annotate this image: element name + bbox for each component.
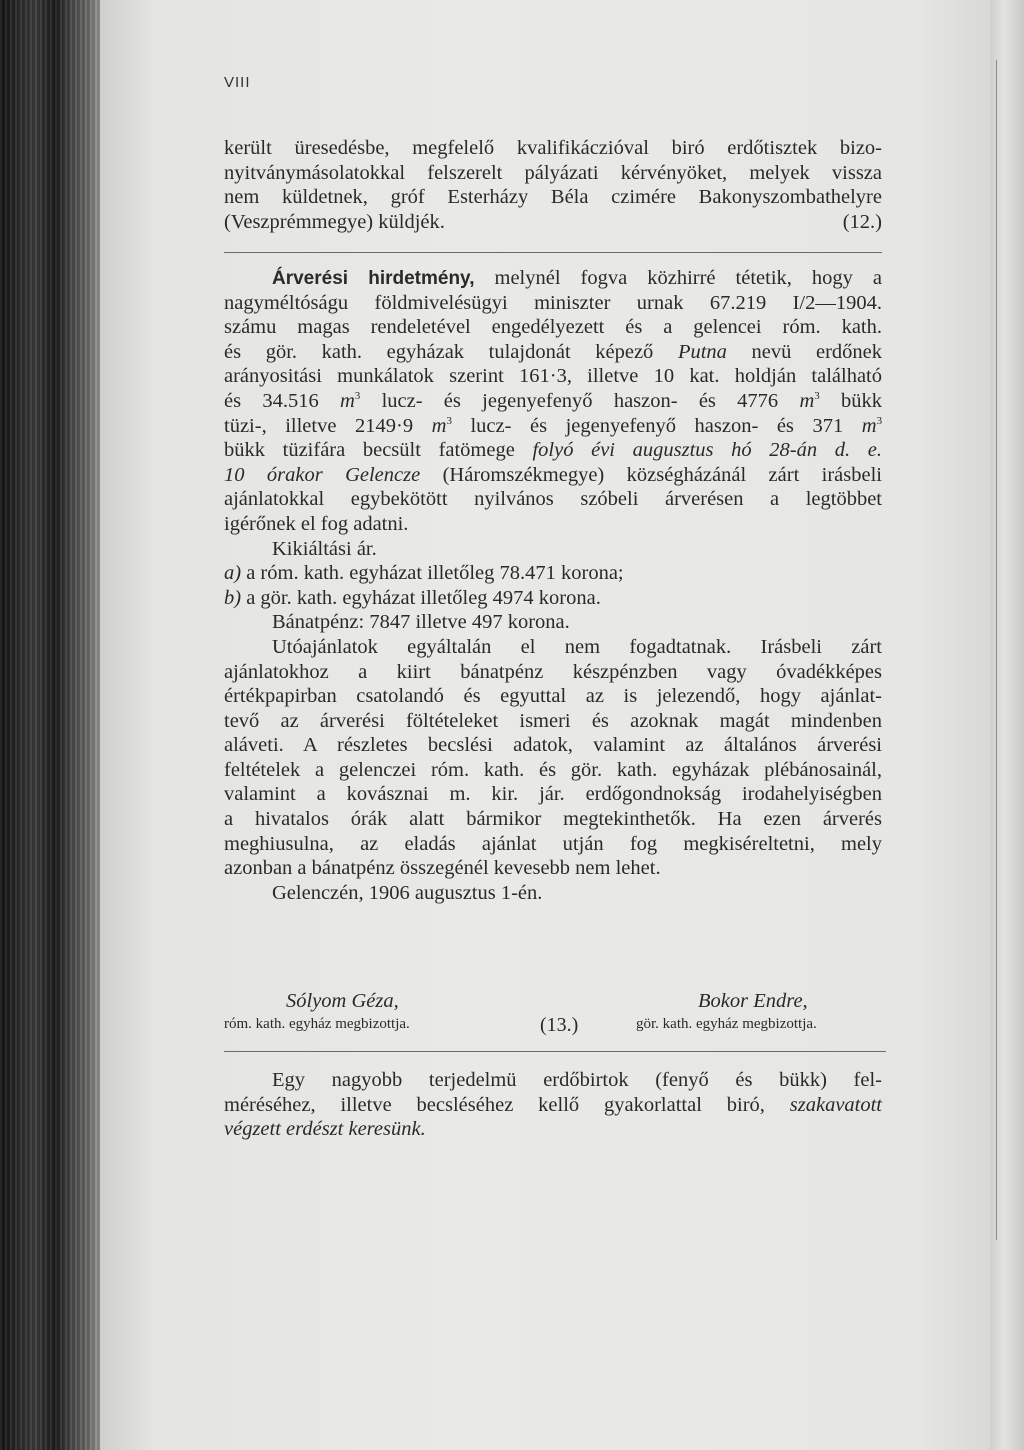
text-line: a hivatalos órák alatt bármikor megtekinthetők. Ha ezen árverés bbox=[224, 808, 882, 831]
signer-1-title: róm. kath. egyház megbizottja. bbox=[224, 1016, 410, 1032]
separator-rule bbox=[224, 1051, 886, 1052]
text-line: aláveti. A részletes becslési adatok, valamint az általános árverési bbox=[224, 734, 882, 757]
signer-1-name: Sólyom Géza, bbox=[286, 990, 399, 1012]
text-line: és 34.516 $m^3$ lucz- és jegenyefenyő haszon- és 4776 $m^3$ bükk bbox=[224, 389, 883, 412]
signer-2-name: Bokor Endre, bbox=[698, 990, 808, 1012]
text-line: bükk tüzifára becsült fatömege folyó évi augusztus hó 28-án d. e. bbox=[224, 439, 882, 462]
text-line: b) a gör. kath. egyházat illetőleg 4974 korona. bbox=[224, 586, 601, 609]
separator-rule bbox=[224, 252, 882, 253]
notice-number: (12.) bbox=[842, 210, 882, 233]
notice-vacancy bbox=[224, 136, 882, 234]
text-line: tevő az árverési föltételeket ismeri és azoknak magát mindenben bbox=[224, 709, 882, 732]
text-line: nyitványmásolatokkal felszerelt pályázati kérvényöket, melyek vissza bbox=[224, 161, 882, 184]
text-line: meghiusulna, az eladás ajánlat utján fog megkiséreltetni, mely bbox=[224, 832, 882, 855]
text-line: nem küldetnek, gróf Esterházy Béla czimére Bakonyszombathelyre bbox=[224, 186, 882, 209]
text-line: tüzi-, illetve 2149·9 $m^3$ lucz- és jegenyefenyő haszon- és 371 $m^3$ bbox=[224, 414, 883, 437]
text-line: került üresedésbe, megfelelő kvalifikáczióval biró erdőtisztek bizo- bbox=[224, 137, 882, 159]
text-line: nagyméltóságu földmivelésügyi miniszter urnak 67.219 I/2—1904. bbox=[224, 291, 882, 314]
auction-heading: Árverési hirdetmény, bbox=[272, 268, 475, 289]
notice-job-offer bbox=[224, 1068, 882, 1142]
text-line: végzett erdészt keresünk. bbox=[224, 1118, 426, 1141]
text-line: arányositási munkálatok szerint 161·3, illetve 10 kat. holdján található bbox=[224, 365, 882, 388]
text-line: ajánlatokkal egybekötött nyilvános szóbeli árverésen a legtöbbet bbox=[224, 488, 882, 511]
text-line: és gör. kath. egyházak tulajdonát képező Putna nevü erdőnek bbox=[224, 340, 883, 363]
text-line: Árverési hirdetmény, melynél fogva közhirré tétetik, hogy a bbox=[272, 267, 882, 289]
notice-number: (13.) bbox=[540, 1014, 579, 1036]
page-number: VIII bbox=[224, 74, 251, 91]
text-line: ajánlatokhoz a kiirt bánatpénz készpénzben vagy óvadékképes bbox=[224, 660, 882, 683]
text-line: Kikiáltási ár. bbox=[272, 537, 377, 560]
book-binding bbox=[0, 0, 100, 1450]
page-right-edge bbox=[990, 0, 1024, 1450]
text-line: Gelenczén, 1906 augusztus 1-én. bbox=[272, 881, 543, 904]
text-line: feltételek a gelenczei róm. kath. és gör. kath. egyházak plébánosainál, bbox=[224, 758, 882, 781]
text-line: azonban a bánatpénz összegénél kevesebb nem lehet. bbox=[224, 857, 661, 880]
notice-auction bbox=[224, 266, 882, 905]
text-line: méréséhez, illetve becsléséhez kellő gyakorlattal biró, szakavatott bbox=[224, 1093, 883, 1116]
text-line: a) a róm. kath. egyházat illetőleg 78.471 korona; bbox=[224, 562, 624, 585]
text-line: (Veszprémmegye) küldjék. (12.) bbox=[224, 210, 882, 233]
text-line: Utóajánlatok egyáltalán el nem fogadtatnak. Irásbeli zárt bbox=[272, 635, 882, 658]
text-line: Bánatpénz: 7847 illetve 497 korona. bbox=[272, 611, 570, 634]
text-line: Egy nagyobb terjedelmü erdőbirtok (fenyő és bükk) fel- bbox=[272, 1069, 882, 1091]
text-line: értékpapirban csatolandó és egyuttal az is jelezendő, hogy ajánlat- bbox=[224, 685, 882, 708]
signer-2-title: gör. kath. egyház megbizottja. bbox=[636, 1016, 817, 1032]
text-line: 10 órakor Gelencze (Háromszékmegye) községházánál zárt irásbeli bbox=[224, 463, 882, 486]
text-line: valamint a kovásznai m. kir. jár. erdőgondnokság irodahelyiségben bbox=[224, 783, 882, 806]
text-line: igérőnek el fog adatni. bbox=[224, 512, 409, 535]
text-line: számu magas rendeletével engedélyezett és a gelencei róm. kath. bbox=[224, 316, 882, 339]
